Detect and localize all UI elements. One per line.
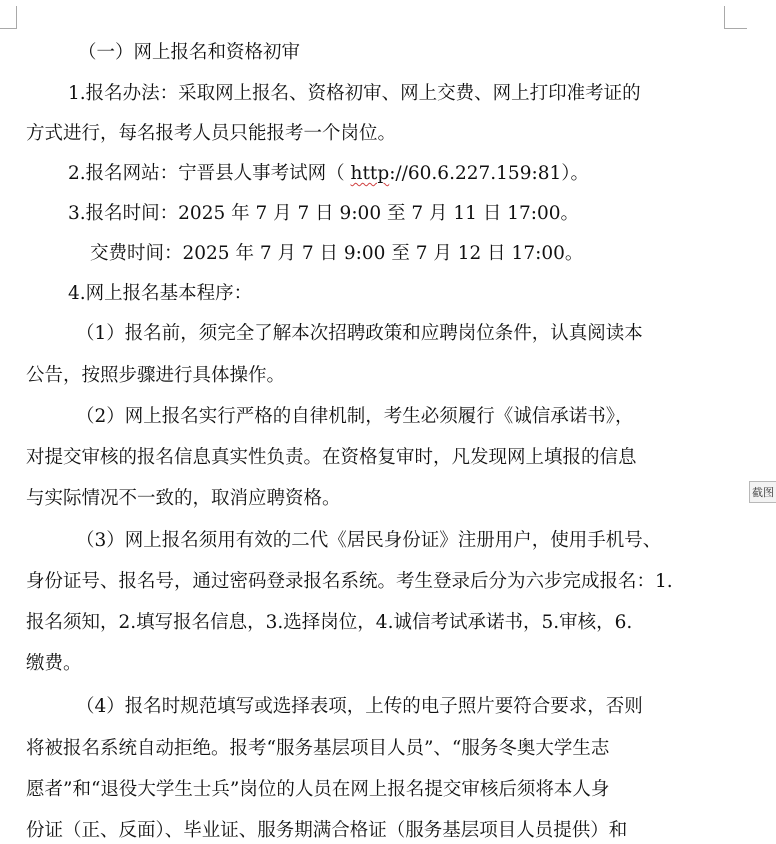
step-1-line-2: 公告，按照步骤进行具体操作。: [26, 365, 286, 386]
step-4-line-1: （4）报名时规范填写或选择表项，上传的电子照片要符合要求，否则: [76, 696, 643, 717]
para-2-prefix: 2.报名网站：宁晋县人事考试网（: [68, 163, 351, 184]
step-2-line-3: 与实际情况不一致的，取消应聘资格。: [26, 488, 341, 509]
step-4-line-3: 愿者”和“退役大学生士兵”岗位的人员在网上报名提交审核后须将本人身: [26, 779, 610, 800]
para-3b-line: 交费时间：2025 年 7 月 7 日 9:00 至 7 月 12 日 17:00。: [90, 243, 584, 264]
step-1-line-1: （1）报名前，须完全了解本次招聘政策和应聘岗位条件，认真阅读本: [76, 323, 643, 344]
step-3-line-1: （3）网上报名须用有效的二代《居民身份证》注册用户，使用手机号、: [76, 530, 662, 551]
step-3-line-3: 报名须知，2.填写报名信息，3.选择岗位，4.诚信考试承诺书，5.审核，6.: [26, 612, 633, 633]
step-3-line-2: 身份证号、报名号，通过密码登录报名系统。考生登录后分为六步完成报名：1.: [26, 571, 673, 592]
step-3-line-4: 缴费。: [26, 653, 82, 674]
screenshot-tab-button[interactable]: 截图: [749, 481, 776, 503]
page-corner-mark-right: [724, 6, 747, 29]
step-4-line-2: 将被报名系统自动拒绝。报考“服务基层项目人员”、“服务冬奥大学生志: [26, 738, 610, 759]
page-corner-mark-left: [0, 6, 17, 29]
para-4-line: 4.网上报名基本程序：: [68, 283, 253, 304]
url-rest-text: ://60.6.227.159:81）。: [389, 163, 589, 184]
para-2-line: [68, 161, 589, 187]
step-4-line-4: 份证（正、反面）、毕业证、服务期满合格证（服务基层项目人员提供）和: [26, 820, 628, 841]
section-heading: （一）网上报名和资格初审: [78, 42, 301, 63]
para-1-line-2: 方式进行，每名报考人员只能报考一个岗位。: [26, 123, 397, 144]
url-http-text: http: [350, 163, 390, 184]
step-2-line-2: 对提交审核的报名信息真实性负责。在资格复审时，凡发现网上填报的信息: [26, 447, 637, 468]
step-2-line-1: （2）网上报名实行严格的自律机制，考生必须履行《诚信承诺书》，: [76, 406, 634, 427]
para-3-line: 3.报名时间：2025 年 7 月 7 日 9:00 至 7 月 11 日 17:00。: [68, 203, 580, 224]
para-1-line-1: 1.报名办法：采取网上报名、资格初审、网上交费、网上打印准考证的: [68, 83, 641, 104]
